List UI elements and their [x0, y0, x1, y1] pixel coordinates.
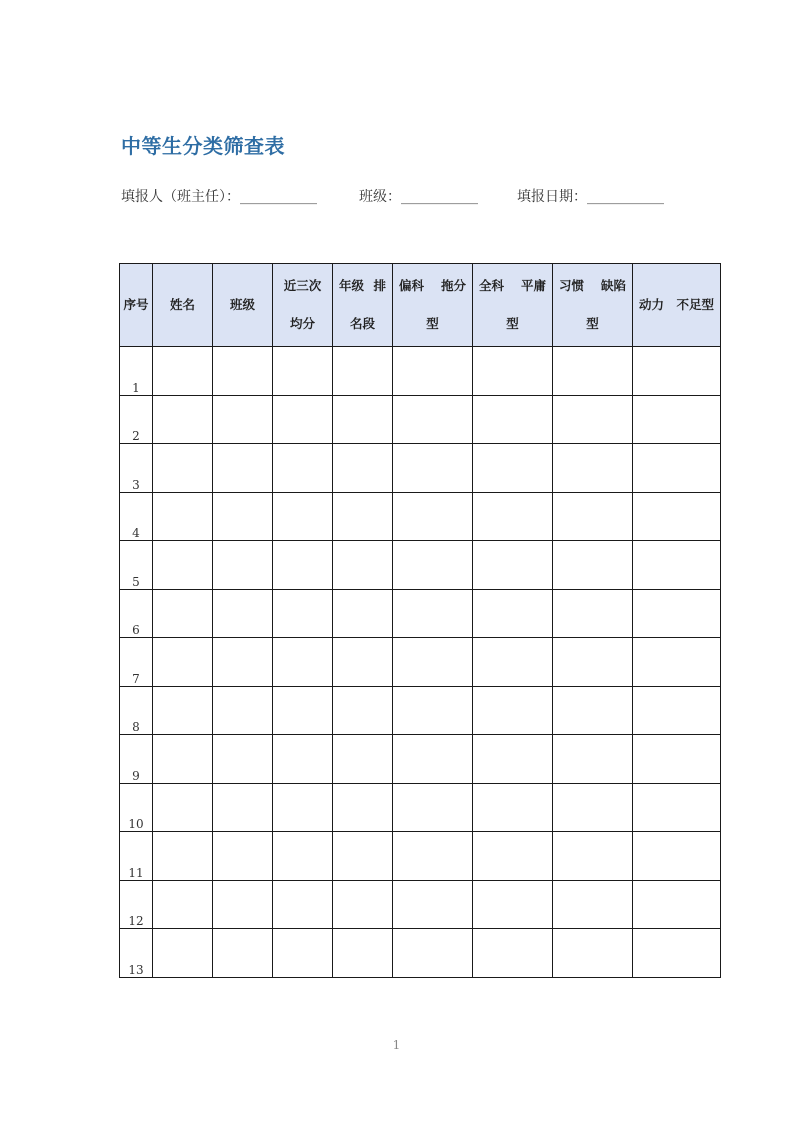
input-cell[interactable]	[213, 347, 273, 396]
input-cell[interactable]	[273, 686, 333, 735]
row-number: 10	[120, 783, 153, 832]
header-seq: 序号	[120, 264, 153, 347]
input-cell[interactable]	[473, 589, 553, 638]
table-row	[120, 444, 721, 493]
row-number: 6	[120, 589, 153, 638]
date-field[interactable]: 填报日期：___________	[517, 189, 664, 205]
input-cell[interactable]	[333, 929, 393, 978]
input-cell[interactable]	[153, 880, 213, 929]
input-cell[interactable]	[273, 638, 333, 687]
input-cell[interactable]	[553, 638, 633, 687]
input-cell[interactable]	[153, 347, 213, 396]
input-cell[interactable]	[213, 589, 273, 638]
header-low-motivation: 动力 不足型	[633, 264, 721, 347]
input-cell[interactable]	[273, 589, 333, 638]
input-cell[interactable]	[153, 492, 213, 541]
input-cell[interactable]	[213, 929, 273, 978]
input-cell[interactable]	[473, 686, 553, 735]
input-cell[interactable]	[393, 929, 473, 978]
row-number: 13	[120, 929, 153, 978]
input-cell[interactable]	[213, 735, 273, 784]
table-row	[120, 492, 721, 541]
input-cell[interactable]	[333, 444, 393, 493]
input-cell[interactable]	[553, 492, 633, 541]
input-cell[interactable]	[393, 541, 473, 590]
input-cell[interactable]	[633, 735, 721, 784]
input-cell[interactable]	[213, 492, 273, 541]
input-cell[interactable]	[553, 735, 633, 784]
input-cell[interactable]	[273, 444, 333, 493]
header-avg-score: 近三次 均分	[273, 264, 333, 347]
table-row	[120, 880, 721, 929]
input-cell[interactable]	[333, 638, 393, 687]
input-cell[interactable]	[633, 880, 721, 929]
row-number: 11	[120, 832, 153, 881]
input-cell[interactable]	[633, 686, 721, 735]
input-cell[interactable]	[393, 783, 473, 832]
table-row	[120, 686, 721, 735]
input-cell[interactable]	[213, 783, 273, 832]
table-row	[120, 832, 721, 881]
input-cell[interactable]	[273, 735, 333, 784]
input-cell[interactable]	[393, 832, 473, 881]
input-cell[interactable]	[213, 395, 273, 444]
row-number: 7	[120, 638, 153, 687]
class-field[interactable]: 班级：___________	[359, 189, 478, 205]
input-cell[interactable]	[393, 492, 473, 541]
input-cell[interactable]	[473, 395, 553, 444]
input-cell[interactable]	[273, 541, 333, 590]
input-cell[interactable]	[553, 444, 633, 493]
header-all-mediocre: 全科 平庸 型	[473, 264, 553, 347]
input-cell[interactable]	[393, 686, 473, 735]
input-cell[interactable]	[473, 783, 553, 832]
input-cell[interactable]	[633, 395, 721, 444]
input-cell[interactable]	[333, 880, 393, 929]
input-cell[interactable]	[633, 589, 721, 638]
input-cell[interactable]	[273, 832, 333, 881]
input-cell[interactable]	[153, 832, 213, 881]
input-cell[interactable]	[213, 541, 273, 590]
table-row	[120, 589, 721, 638]
input-cell[interactable]	[553, 686, 633, 735]
input-cell[interactable]	[333, 832, 393, 881]
input-cell[interactable]	[553, 832, 633, 881]
header-grade-rank: 年级 排 名段	[333, 264, 393, 347]
header-class: 班级	[213, 264, 273, 347]
row-number: 1	[120, 347, 153, 396]
input-cell[interactable]	[633, 638, 721, 687]
input-cell[interactable]	[333, 686, 393, 735]
form-fields	[121, 186, 664, 206]
header-subject-bias: 偏科 拖分 型	[393, 264, 473, 347]
input-cell[interactable]	[153, 929, 213, 978]
table-row	[120, 541, 721, 590]
row-number: 4	[120, 492, 153, 541]
input-cell[interactable]	[633, 832, 721, 881]
input-cell[interactable]	[473, 832, 553, 881]
input-cell[interactable]	[393, 880, 473, 929]
input-cell[interactable]	[153, 686, 213, 735]
header-name: 姓名	[153, 264, 213, 347]
input-cell[interactable]	[333, 589, 393, 638]
input-cell[interactable]	[333, 783, 393, 832]
screening-table	[119, 263, 721, 978]
row-number: 12	[120, 880, 153, 929]
input-cell[interactable]	[153, 783, 213, 832]
table-row	[120, 395, 721, 444]
input-cell[interactable]	[553, 929, 633, 978]
input-cell[interactable]	[633, 929, 721, 978]
input-cell[interactable]	[553, 395, 633, 444]
table-row	[120, 638, 721, 687]
input-cell[interactable]	[153, 638, 213, 687]
input-cell[interactable]	[153, 444, 213, 493]
input-cell[interactable]	[633, 347, 721, 396]
row-number: 8	[120, 686, 153, 735]
input-cell[interactable]	[273, 492, 333, 541]
input-cell[interactable]	[153, 395, 213, 444]
input-cell[interactable]	[393, 589, 473, 638]
input-cell[interactable]	[553, 783, 633, 832]
input-cell[interactable]	[473, 735, 553, 784]
input-cell[interactable]	[473, 444, 553, 493]
input-cell[interactable]	[473, 541, 553, 590]
input-cell[interactable]	[213, 638, 273, 687]
input-cell[interactable]	[333, 541, 393, 590]
input-cell[interactable]	[273, 929, 333, 978]
table-row	[120, 783, 721, 832]
table-row	[120, 347, 721, 396]
table-row	[120, 929, 721, 978]
input-cell[interactable]	[213, 880, 273, 929]
input-cell[interactable]	[633, 492, 721, 541]
input-cell[interactable]	[333, 735, 393, 784]
input-cell[interactable]	[273, 783, 333, 832]
input-cell[interactable]	[553, 589, 633, 638]
input-cell[interactable]	[333, 395, 393, 444]
row-number: 9	[120, 735, 153, 784]
input-cell[interactable]	[213, 832, 273, 881]
input-cell[interactable]	[333, 492, 393, 541]
input-cell[interactable]	[473, 929, 553, 978]
input-cell[interactable]	[473, 492, 553, 541]
row-number: 2	[120, 395, 153, 444]
input-cell[interactable]	[333, 347, 393, 396]
input-cell[interactable]	[273, 880, 333, 929]
input-cell[interactable]	[633, 444, 721, 493]
page-title: 中等生分类筛查表	[121, 134, 285, 158]
header-habit-defect: 习惯 缺陷 型	[553, 264, 633, 347]
input-cell[interactable]	[633, 541, 721, 590]
row-number: 3	[120, 444, 153, 493]
input-cell[interactable]	[553, 880, 633, 929]
input-cell[interactable]	[553, 347, 633, 396]
input-cell[interactable]	[393, 444, 473, 493]
input-cell[interactable]	[213, 444, 273, 493]
input-cell[interactable]	[553, 541, 633, 590]
input-cell[interactable]	[633, 783, 721, 832]
input-cell[interactable]	[393, 735, 473, 784]
page-number: 1	[392, 1038, 401, 1052]
row-number: 5	[120, 541, 153, 590]
input-cell[interactable]	[393, 395, 473, 444]
input-cell[interactable]	[473, 347, 553, 396]
input-cell[interactable]	[473, 880, 553, 929]
input-cell[interactable]	[213, 686, 273, 735]
input-cell[interactable]	[393, 347, 473, 396]
input-cell[interactable]	[153, 589, 213, 638]
reporter-field[interactable]: 填报人（班主任）：___________	[121, 189, 317, 205]
input-cell[interactable]	[393, 638, 473, 687]
input-cell[interactable]	[473, 638, 553, 687]
input-cell[interactable]	[153, 735, 213, 784]
input-cell[interactable]	[153, 541, 213, 590]
header-row	[120, 264, 721, 347]
input-cell[interactable]	[273, 395, 333, 444]
input-cell[interactable]	[273, 347, 333, 396]
table-row	[120, 735, 721, 784]
